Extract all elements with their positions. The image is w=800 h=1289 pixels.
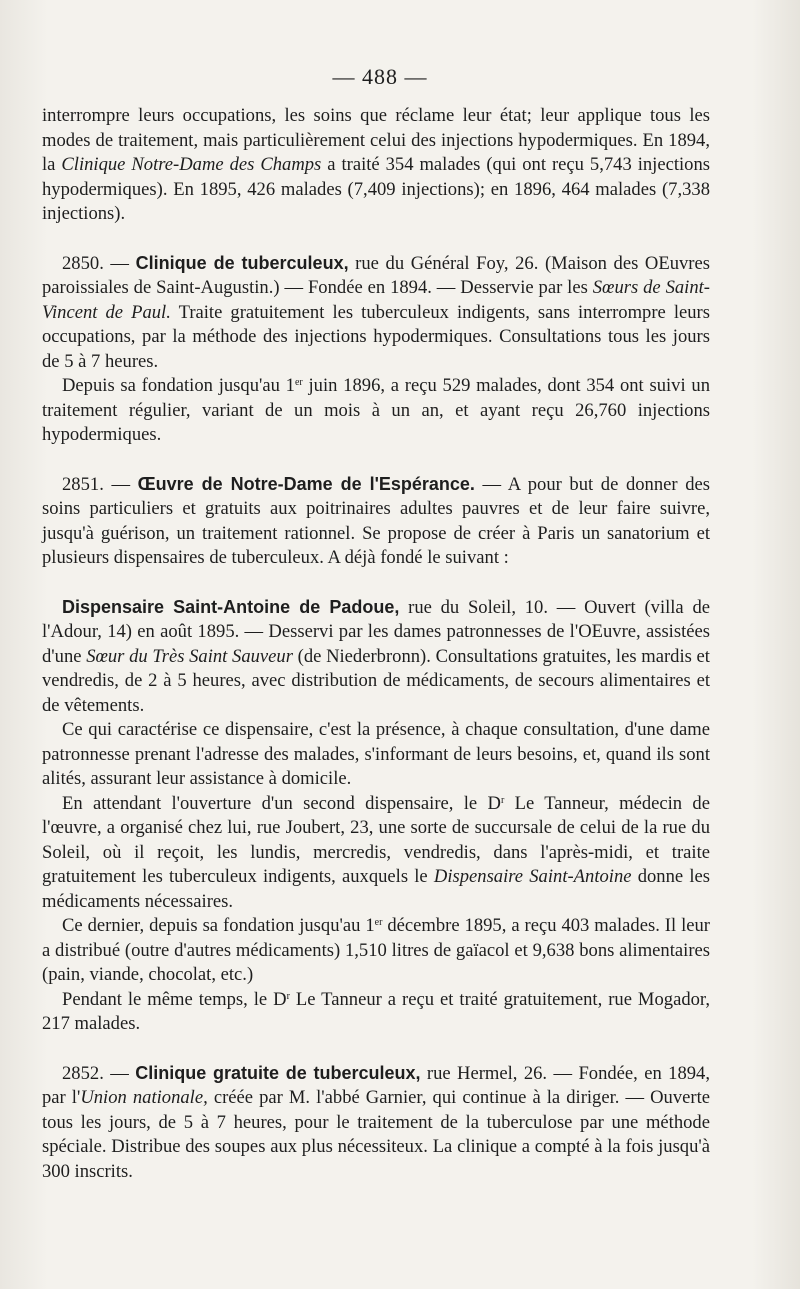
text: interrompre leurs occupations, les soins que réclame leur état; leur applique tous les modes de traitement, mais particulièrement celui des injections hypodermiques. En 1894, la — [42, 105, 710, 175]
text: Le Tanneur a reçu et traité gratuitement, rue Mogador, 217 malades. — [42, 988, 711, 1034]
text: Le Tanneur, médecin de l'œuvre, a organisé chez lui, rue Joubert, 23, une sorte de succursale de celui de la rue du Soleil, où il reçoit, les lundis, mercredis, vendredis, dans l'après-midi, et traite gratuitement les tuberculeux indigents, auxquels le — [42, 792, 710, 887]
entry-2850-stats — [42, 374, 710, 448]
text: décembre 1895, a reçu 403 malades. Il leur a distribué (outre d'autres médicaments) 1,510 litres de gaïacol et 9,638 bons alimentaires (pain, viande, chocolat, etc.) — [42, 915, 710, 985]
text: rue du Général Foy, 26. (Maison des OEuvres paroissiales de Saint-Augustin.) — Fondée en 1894. — Desservie par les — [42, 252, 710, 298]
italic-text: Dispensaire Saint-Antoine — [433, 866, 632, 887]
text: (de Niederbronn). Consultations gratuites, les mardis et vendredis, de 2 à 5 heures, avec distribution de médicaments, de secours alimentaires et de vêtements. — [42, 645, 710, 716]
page-body — [42, 104, 710, 1184]
entry-number: 2851. — — [62, 473, 138, 495]
dispensaire-paragraph-4 — [42, 914, 710, 988]
text: Depuis sa fondation jusqu'au 1 — [62, 375, 295, 396]
italic-text: Clinique Notre-Dame des Champs — [61, 154, 322, 175]
entry-title: Clinique de tuberculeux, — [135, 252, 349, 273]
entry-number: 2850. — — [62, 252, 136, 274]
text: Pendant le même temps, le D — [62, 988, 287, 1010]
dispensaire-paragraph-2: Ce qui caractérise ce dispensaire, c'est la présence, à chaque consultation, d'une dame patronnesse prenant l'adresse des malades, s'informant de leurs besoins, et, quand ils sont alités, assurant leur assistance à domicile. — [42, 719, 710, 789]
superscript: er — [374, 917, 383, 928]
text: rue Hermel, 26. — Fondée, en 1894, par l' — [42, 1062, 710, 1108]
italic-text: Sœurs de Saint-Vincent de Paul. — [42, 277, 710, 323]
superscript: er — [294, 377, 303, 388]
text: Ce dernier, depuis sa fondation jusqu'au 1 — [62, 915, 375, 936]
superscript: r — [500, 794, 505, 806]
entry-number: 2852. — — [62, 1062, 136, 1084]
italic-text: Sœur du Très Saint Sauveur — [86, 645, 293, 667]
entry-title: Œuvre de Notre-Dame de l'Espérance. — [137, 473, 475, 494]
text: donne les médicaments nécessaires. — [42, 866, 710, 912]
text: créée par M. l'abbé Garnier, qui continue à la diriger. — Ouverte tous les jours, de 5 à 7 heures, pour le traitement de la tuberculose par une méthode spéciale. Distribue des soupes aux plus nécessiteux. La clinique a compté à la fois jusqu'à 300 inscrits. — [42, 1087, 711, 1182]
text: rue du Soleil, 10. — Ouvert (villa de l'Adour, 14) en août 1895. — Desservi par les dames patronnesses de l'OEuvre, assistées d'une — [42, 596, 710, 667]
entry-title: Clinique gratuite de tuberculeux, — [135, 1062, 421, 1083]
text: a traité 354 malades (qui ont reçu 5,743 injections hypodermiques). En 1895, 426 malades (7,409 injections); en 1896, 464 malades (7,338 injections). — [42, 154, 710, 224]
dispensaire-paragraph-5 — [42, 988, 710, 1037]
entry-2851 — [42, 472, 710, 571]
page-number: — 488 — — [332, 64, 428, 89]
dispensaire-paragraph-3 — [42, 792, 710, 915]
entry-2850 — [42, 251, 710, 375]
entry-title: Dispensaire Saint-Antoine de Padoue, — [62, 596, 400, 617]
paragraph-continuation — [42, 104, 710, 227]
entry-2852 — [42, 1061, 710, 1185]
text: En attendant l'ouverture d'un second dispensaire, le D — [62, 792, 501, 814]
italic-text: Union nationale, — [80, 1087, 208, 1108]
entry-dispensaire — [42, 595, 710, 719]
text: — A pour but de donner des soins particuliers et gratuits aux poitrinaires adultes pauvres et de leur faire suivre, jusqu'à guérison, un traitement rationnel. Se propose de créer à Paris un sanatorium et plusieurs dispensaires de tuberculeux. A déjà fondé le suivant : — [42, 473, 710, 568]
text: juin 1896, a reçu 529 malades, dont 354 ont suivi un traitement régulier, variant de un mois à un an, et ayant reçu 26,760 injections hypodermiques. — [42, 375, 710, 445]
superscript: r — [286, 990, 290, 1002]
text: Traite gratuitement les tuberculeux indigents, sans interrompre leurs occupations, par la méthode des injections hypodermiques. Consultations tous les jours de 5 à 7 heures. — [42, 301, 710, 372]
